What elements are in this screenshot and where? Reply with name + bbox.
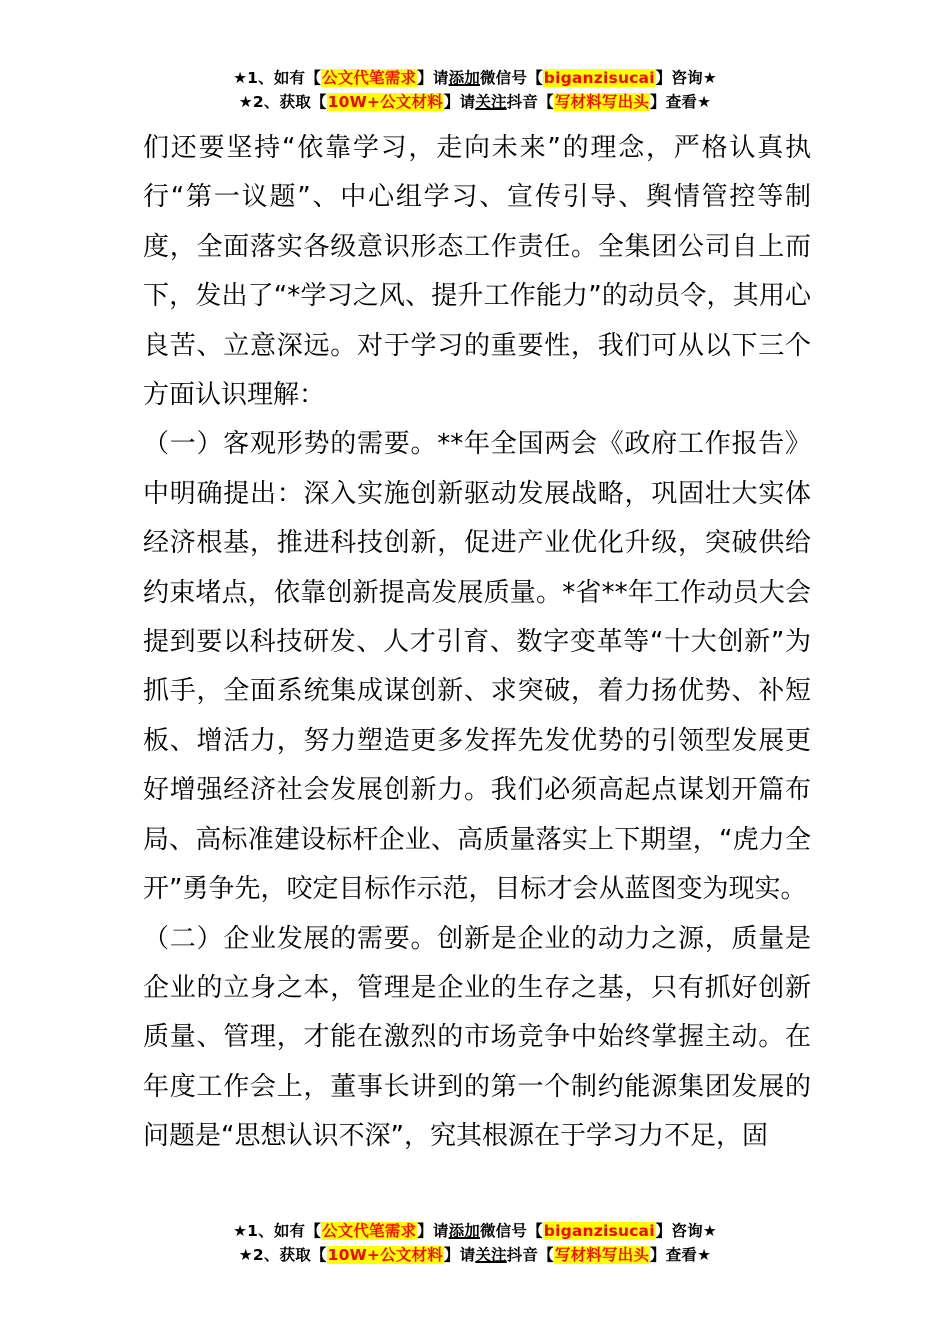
banner-text: 】查看★ xyxy=(650,93,712,111)
banner-line-1 xyxy=(0,66,950,90)
highlight-service: 公文代笔需求 xyxy=(321,69,417,87)
banner-line-2 xyxy=(0,1243,950,1267)
banner-line-1 xyxy=(0,1219,950,1243)
body-paragraph: （一）客观形势的需要。**年全国两会《政府工作报告》中明确提出：深入实施创新驱动发展战略，巩固壮大实体经济根基，推进科技创新，促进产业优化升级，突破供给约束堵点，依靠创新提高发展质量。*省**年工作动员大会提到要以科技研发、人才引育、数字变革等“十大创新”为抓手，全面系统集成谋创新、求突破，着力扬优势、补短板、增活力，努力塑造更多发挥先发优势的引领型发展更好增强经济社会发展创新力。我们必须高起点谋划开篇布局、高标准建设标杆企业、高质量落实上下期望，“虎力全开”勇争先，咬定目标作示范，目标才会从蓝图变为现实。 xyxy=(143,429,811,905)
highlight-wechat-id: biganzisucai xyxy=(543,1222,655,1240)
highlight-wechat-id: biganzisucai xyxy=(543,69,655,87)
banner-text: 】查看★ xyxy=(650,1246,712,1264)
highlight-materials: 10W+公文材料 xyxy=(327,93,443,111)
highlight-douyin-account: 写材料写出头 xyxy=(554,1246,650,1264)
underlined-text: 关注 xyxy=(475,93,507,111)
banner-text: ★2、获取【 xyxy=(238,93,327,111)
footer-banner xyxy=(0,1219,950,1267)
document-body xyxy=(143,124,811,1162)
banner-text: ★1、如有【 xyxy=(233,1222,321,1240)
underlined-text: 关注 xyxy=(475,1246,507,1264)
banner-text: ★1、如有【 xyxy=(233,69,321,87)
banner-text: 抖音【 xyxy=(506,1246,554,1264)
banner-text: 抖音【 xyxy=(506,93,554,111)
banner-text: 】请 xyxy=(417,1222,449,1240)
banner-text: 】请 xyxy=(443,1246,476,1264)
banner-text: 】咨询★ xyxy=(655,69,717,87)
underlined-text: 添加 xyxy=(448,1222,480,1240)
body-paragraph: 们还要坚持“依靠学习，走向未来”的理念，严格认真执行“第一议题”、中心组学习、宣传引导、舆情管控等制度，全面落实各级意识形态工作责任。全集团公司自上而下，发出了“*学习之风、提升工作能力”的动员令，其用心良苦、立意深远。对于学习的重要性，我们可从以下三个方面认识理解： xyxy=(143,133,811,411)
header-banner xyxy=(0,66,950,114)
banner-line-2 xyxy=(0,90,950,114)
banner-text: 微信号【 xyxy=(479,69,543,87)
highlight-service: 公文代笔需求 xyxy=(321,1222,417,1240)
highlight-materials: 10W+公文材料 xyxy=(327,1246,443,1264)
banner-text: 】咨询★ xyxy=(655,1222,717,1240)
underlined-text: 添加 xyxy=(448,69,480,87)
banner-text: ★2、获取【 xyxy=(238,1246,327,1264)
body-paragraph: （二）企业发展的需要。创新是企业的动力之源，质量是企业的立身之本，管理是企业的生存之基，只有抓好创新质量、管理，才能在激烈的市场竞争中始终掌握主动。在年度工作会上，董事长讲到的第一个制约能源集团发展的问题是“思想认识不深”，究其根源在于学习力不足，固 xyxy=(143,923,811,1152)
banner-text: 】请 xyxy=(417,69,449,87)
banner-text: 微信号【 xyxy=(479,1222,543,1240)
banner-text: 】请 xyxy=(443,93,476,111)
highlight-douyin-account: 写材料写出头 xyxy=(554,93,650,111)
